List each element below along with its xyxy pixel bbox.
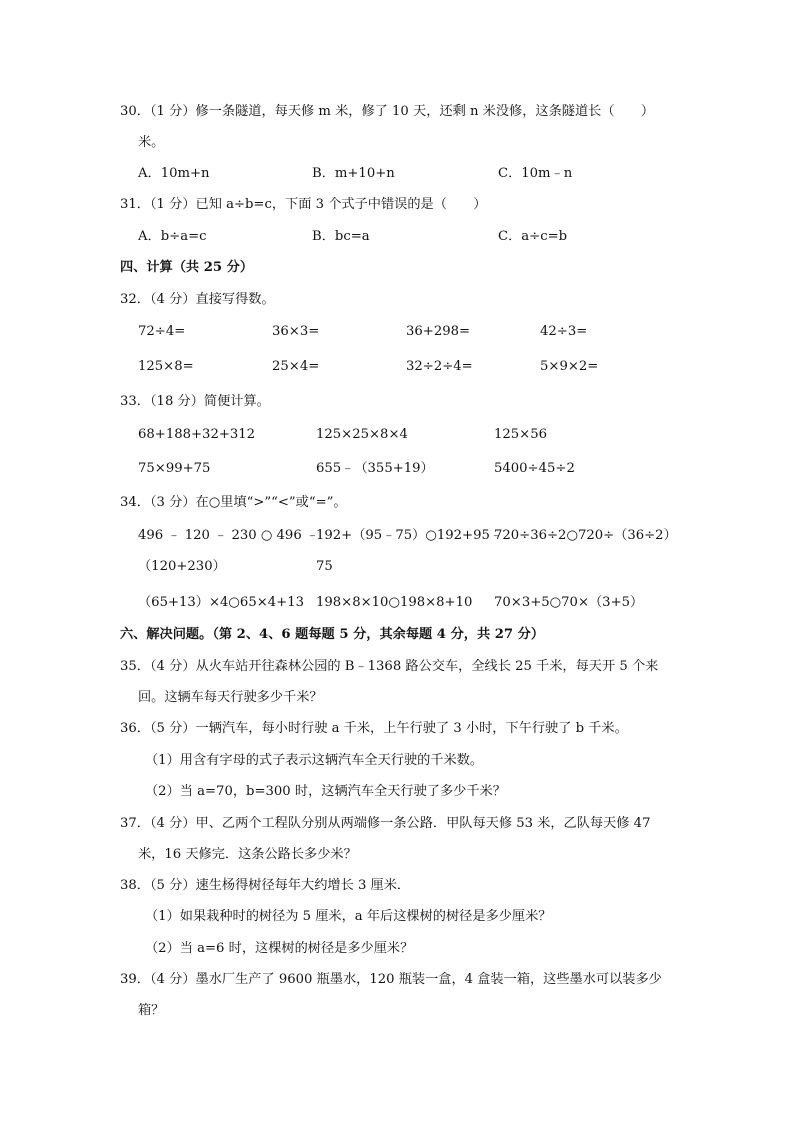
q32-item: 32÷2÷4=	[406, 359, 473, 374]
q34-item-cont: （120+230）	[138, 559, 226, 574]
q37-stem: 37．（4 分）甲、乙两个工程队分别从两端修一条公路．甲队每天修 53 米，乙队每天修 47	[120, 816, 651, 831]
q33-item: 125×25×8×4	[316, 427, 408, 442]
q32-item: 125×8=	[138, 359, 194, 374]
q38-stem: 38．（5 分）速生杨得树径每年大约增长 3 厘米．	[120, 878, 411, 893]
q34-item: 192+（95﹣75）○192+95﹣	[316, 528, 504, 543]
q34-item: 198×8×10○198×8+10	[316, 595, 473, 610]
q32-stem: 32．（4 分）直接写得数。	[120, 292, 275, 307]
q36-stem: 36．（5 分）一辆汽车，每小时行驶 a 千米，上午行驶了 3 小时，下午行驶了 b 千米。	[120, 721, 628, 736]
q30-option-c: C．10m﹣n	[498, 166, 573, 181]
q34-item-cont: 75	[316, 559, 333, 574]
q32-item: 72÷4=	[138, 324, 186, 339]
q37-stem-cont: 米，16 天修完．这条公路长多少米？	[138, 847, 357, 862]
q32-item: 25×4=	[272, 359, 320, 374]
q34-item: 720÷36÷2○720÷（36÷2）	[494, 528, 677, 543]
q39-stem: 39．（4 分）墨水厂生产了 9600 瓶墨水，120 瓶装一盒，4 盒装一箱，这些墨水可以装多少	[120, 972, 662, 987]
q36-sub1: （1）用含有字母的式子表示这辆汽车全天行驶的千米数。	[145, 753, 484, 768]
q35-stem: 35．（4 分）从火车站开往森林公园的 B﹣1368 路公交车，全线长 25 千米，每天开 5 个来	[120, 659, 659, 674]
q31-option-a: A．b÷a=c	[138, 229, 207, 244]
q36-sub2: （2）当 a=70，b=300 时，这辆汽车全天行驶了多少千米？	[145, 784, 506, 799]
q38-sub1: （1）如果栽种时的树径为 5 厘米，a 年后这棵树的树径是多少厘米？	[145, 909, 552, 924]
q34-item: （65+13）×4○65×4+13	[138, 595, 304, 610]
q30-stem: 30．（1 分）修一条隧道，每天修 m 米，修了 10 天，还剩 n 米没修，这条隧道长（ ）	[120, 104, 655, 119]
q30-option-a: A．10m+n	[138, 166, 210, 181]
q38-sub2: （2）当 a=6 时，这棵树的树径是多少厘米？	[145, 941, 414, 956]
q32-item: 36+298=	[406, 324, 471, 339]
q32-item: 42÷3=	[540, 324, 588, 339]
q34-item: 496 ﹣ 120 ﹣ 230 ○ 496 ﹣	[138, 528, 320, 543]
section-title-calculation: 四、计算（共 25 分）	[120, 260, 254, 275]
q31-stem: 31．（1 分）已知 a÷b=c，下面 3 个式子中错误的是（ ）	[120, 197, 487, 212]
q33-item: 68+188+32+312	[138, 427, 256, 442]
q33-stem: 33．（18 分）简便计算。	[120, 394, 270, 409]
q33-item: 75×99+75	[138, 461, 211, 476]
q39-stem-cont: 箱？	[138, 1003, 165, 1018]
q33-item: 5400÷45÷2	[494, 461, 575, 476]
q30-stem-cont: 米。	[138, 135, 165, 150]
q31-option-c: C．a÷c=b	[498, 229, 568, 244]
q33-item: 655﹣（355+19）	[316, 461, 434, 476]
q34-item: 70×3+5○70×（3+5）	[494, 595, 644, 610]
q33-item: 125×56	[494, 427, 548, 442]
q31-option-b: B．bc=a	[312, 229, 370, 244]
q34-stem: 34．（3 分）在○里填“>”“<”或“=”。	[120, 495, 347, 510]
q35-stem-cont: 回。这辆车每天行驶多少千米？	[138, 690, 323, 705]
section-title-problem-solving: 六、解决问题。（第 2、4、6 题每题 5 分，其余每题 4 分，共 27 分）	[120, 627, 545, 642]
q30-option-b: B．m+10+n	[312, 166, 395, 181]
q32-item: 5×9×2=	[540, 359, 599, 374]
q32-item: 36×3=	[272, 324, 320, 339]
